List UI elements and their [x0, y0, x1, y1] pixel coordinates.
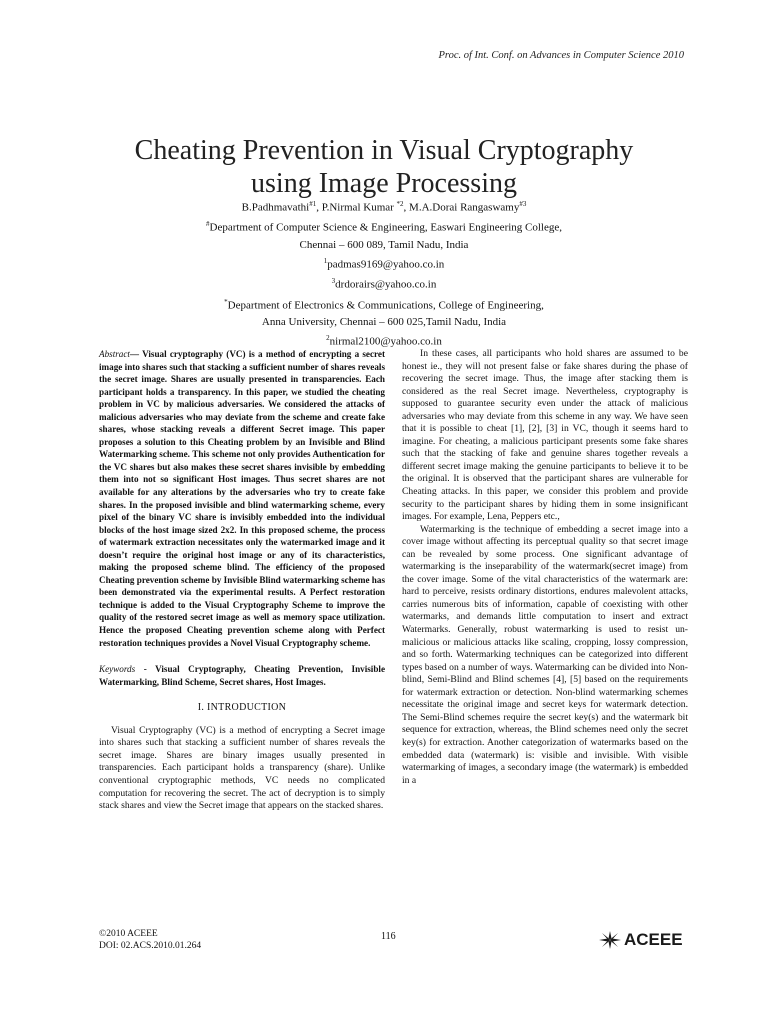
footer-copyright: ©2010 ACEEE [99, 929, 158, 939]
logo-text: ACEEE [624, 930, 683, 949]
author-block [140, 196, 628, 351]
proceedings-header: Proc. of Int. Conf. on Advances in Computer Science 2010 [438, 50, 684, 61]
left-column [99, 348, 385, 813]
affiliation-2-line-2: Anna University, Chennai – 600 025,Tamil Nadu, India [261, 315, 507, 328]
email-2[interactable]: $^2$nirmal2100@yahoo.co.in [326, 334, 442, 349]
title-line-1: Cheating Prevention in Visual Cryptography [134, 135, 634, 166]
section-heading-introduction: I. INTRODUCTION [197, 702, 287, 714]
author-names: B.Padhmavathi$^{\#1}$, P.Nirmal Kumar $^{*2}$, M.A.Dorai Rangaswamy$^{\#3}$ [241, 200, 527, 214]
footer-publisher [99, 928, 201, 952]
email-1[interactable]: $^1$padmas9169@yahoo.co.in [323, 257, 445, 271]
keywords-text: - Visual Cryptography, Cheating Prevention, Invisible Watermarking, Blind Scheme, Secret shares, Host Images. [99, 664, 385, 687]
right-column [402, 348, 688, 787]
email-3[interactable]: $^3$drdorairs@yahoo.co.in [331, 277, 437, 291]
body-paragraph-1: In these cases, all participants who hold shares are assumed to be honest ie., they will not present false or fake shares during the phase of recovering the secret image. Thus, the image after stacking them is considered as the real Secret image. Nevertheless, cryptography is supposed to guarantee security even under the attack of malicious adversaries who may deviate from this scheme in any way. We have seen that it is possible to cheat [1], [2], [3] in VC, though it seems hard to imagine. For cheating, a malicious participant presents some fake shares such that the stacking of fake and genuine shares together reveals a different secret image making the genuine participants to believe it to be the original. It is observed that the participant shares are vulnerable for Cheating attacks. In this paper, we consider this problem and provide security to the participant shares by hiding them in some insignificant images. For example, Lena, Peppers etc., [402, 348, 688, 523]
title-line-2: using Image Processing [251, 168, 517, 199]
affiliation-1-line-2: Chennai – 600 089, Tamil Nadu, India [299, 238, 469, 251]
affiliation-2-line-1: *Department of Electronics & Communications, College of Engineering, [224, 297, 544, 312]
keywords-label: Keywords [99, 664, 136, 675]
keywords [99, 663, 385, 688]
abstract-label: Abstract [99, 349, 130, 359]
page-number: 116 [381, 931, 396, 942]
star-burst-icon [598, 930, 622, 950]
aceee-logo [598, 930, 683, 950]
footer-doi: DOI: 02.ACS.2010.01.264 [99, 941, 202, 951]
affiliation-1-line-1: #Department of Computer Science & Engineering, Easwari Engineering College, [206, 220, 562, 234]
body-paragraph-2: Watermarking is the technique of embedding a secret image into a cover image without affecting its perceptual quality so that secret image can be revealed by some process. One significant advantage of watermarking is the inseparability of the watermark(secret image) from the cover image. Some of the vital characteristics of the watermark are: hard to perceive, resists ordinary distortions, endures malevolent attacks, carries numerous bits of information, capable of coexisting with other watermarks, and demands little computation to insert and extract Watermarks. Generally, robust watermarking is used to resist un-malicious or malicious attacks like scaling, cropping, lossy compression, and so forth. Watermarking techniques can be categorized into different types based on a number of ways. Watermarking can be divided into Non-blind, Semi-Blind and Blind schemes [4], [5] based on the requirements for watermark extraction or detection. Non-blind watermarking schemes necessitate the original image and secret keys for watermark detection. The Semi-Blind schemes require the secret key(s) and the watermark bit sequence for extraction, whereas, the Blind schemes need only the secret key(s) for extraction. Another categorization of watermarks based on the embedded data (watermark) is: visible and invisible. With visible watermarking of images, a secondary image (the watermark) is embedded in a [402, 523, 688, 786]
intro-paragraph-1: Visual Cryptography (VC) is a method of encrypting a Secret image into shares such that stacking a sufficient number of shares reveals the secret image. Shares are binary images usually presented in transparencies. Each participant holds a transparency (share). Unlike conventional cryptographic methods, VC needs no complicated computation for recovering the secret. The act of decryption is to simply stack shares and view the Secret image that appears on the stacked shares. [99, 724, 385, 812]
abstract-text: — Visual cryptography (VC) is a method of encrypting a secret image into shares such that stacking a sufficient number of shares reveals the secret image. Shares are usually presented in transparencies. Each participant holds a transparency. In this paper, we studied the cheating problem in VC by malicious adversaries. We considered the attacks of malicious adversaries who may deviate from the scheme and create fake shares, whose stacking reveals a different Secret image. This paper proposes a solution to this Cheating problem by an Invisible and Blind Watermarking scheme. This scheme not only provides Authentication for the VC shares but also makes these secret shares invisible by embedding them into not so significant Host images. Thus secret shares are not available for any alterations by the adversaries who try to create fake shares. In the proposed invisible and blind watermarking scheme, every pixel of the binary VC share is invisibly embedded into the individual blocks of the host image sized 2x2. In this proposed scheme, the process of watermark extraction necessitates only the watermarked image and it doesn’t require the original host image or any of its characteristics, making the proposed scheme blind. The efficiency of the proposed Cheating prevention scheme by Invisible Blind watermarking scheme has been demonstrated via the experimental results. A Perfect restoration technique is added to the Visual Cryptography Scheme to improve the quality of the restored secret image as well as memory space utilization. Hence the proposed Cheating prevention scheme along with Perfect restoration techniques provides a Novel Visual Cryptography scheme. [99, 349, 385, 648]
abstract [99, 348, 385, 649]
paper-title [0, 134, 768, 200]
